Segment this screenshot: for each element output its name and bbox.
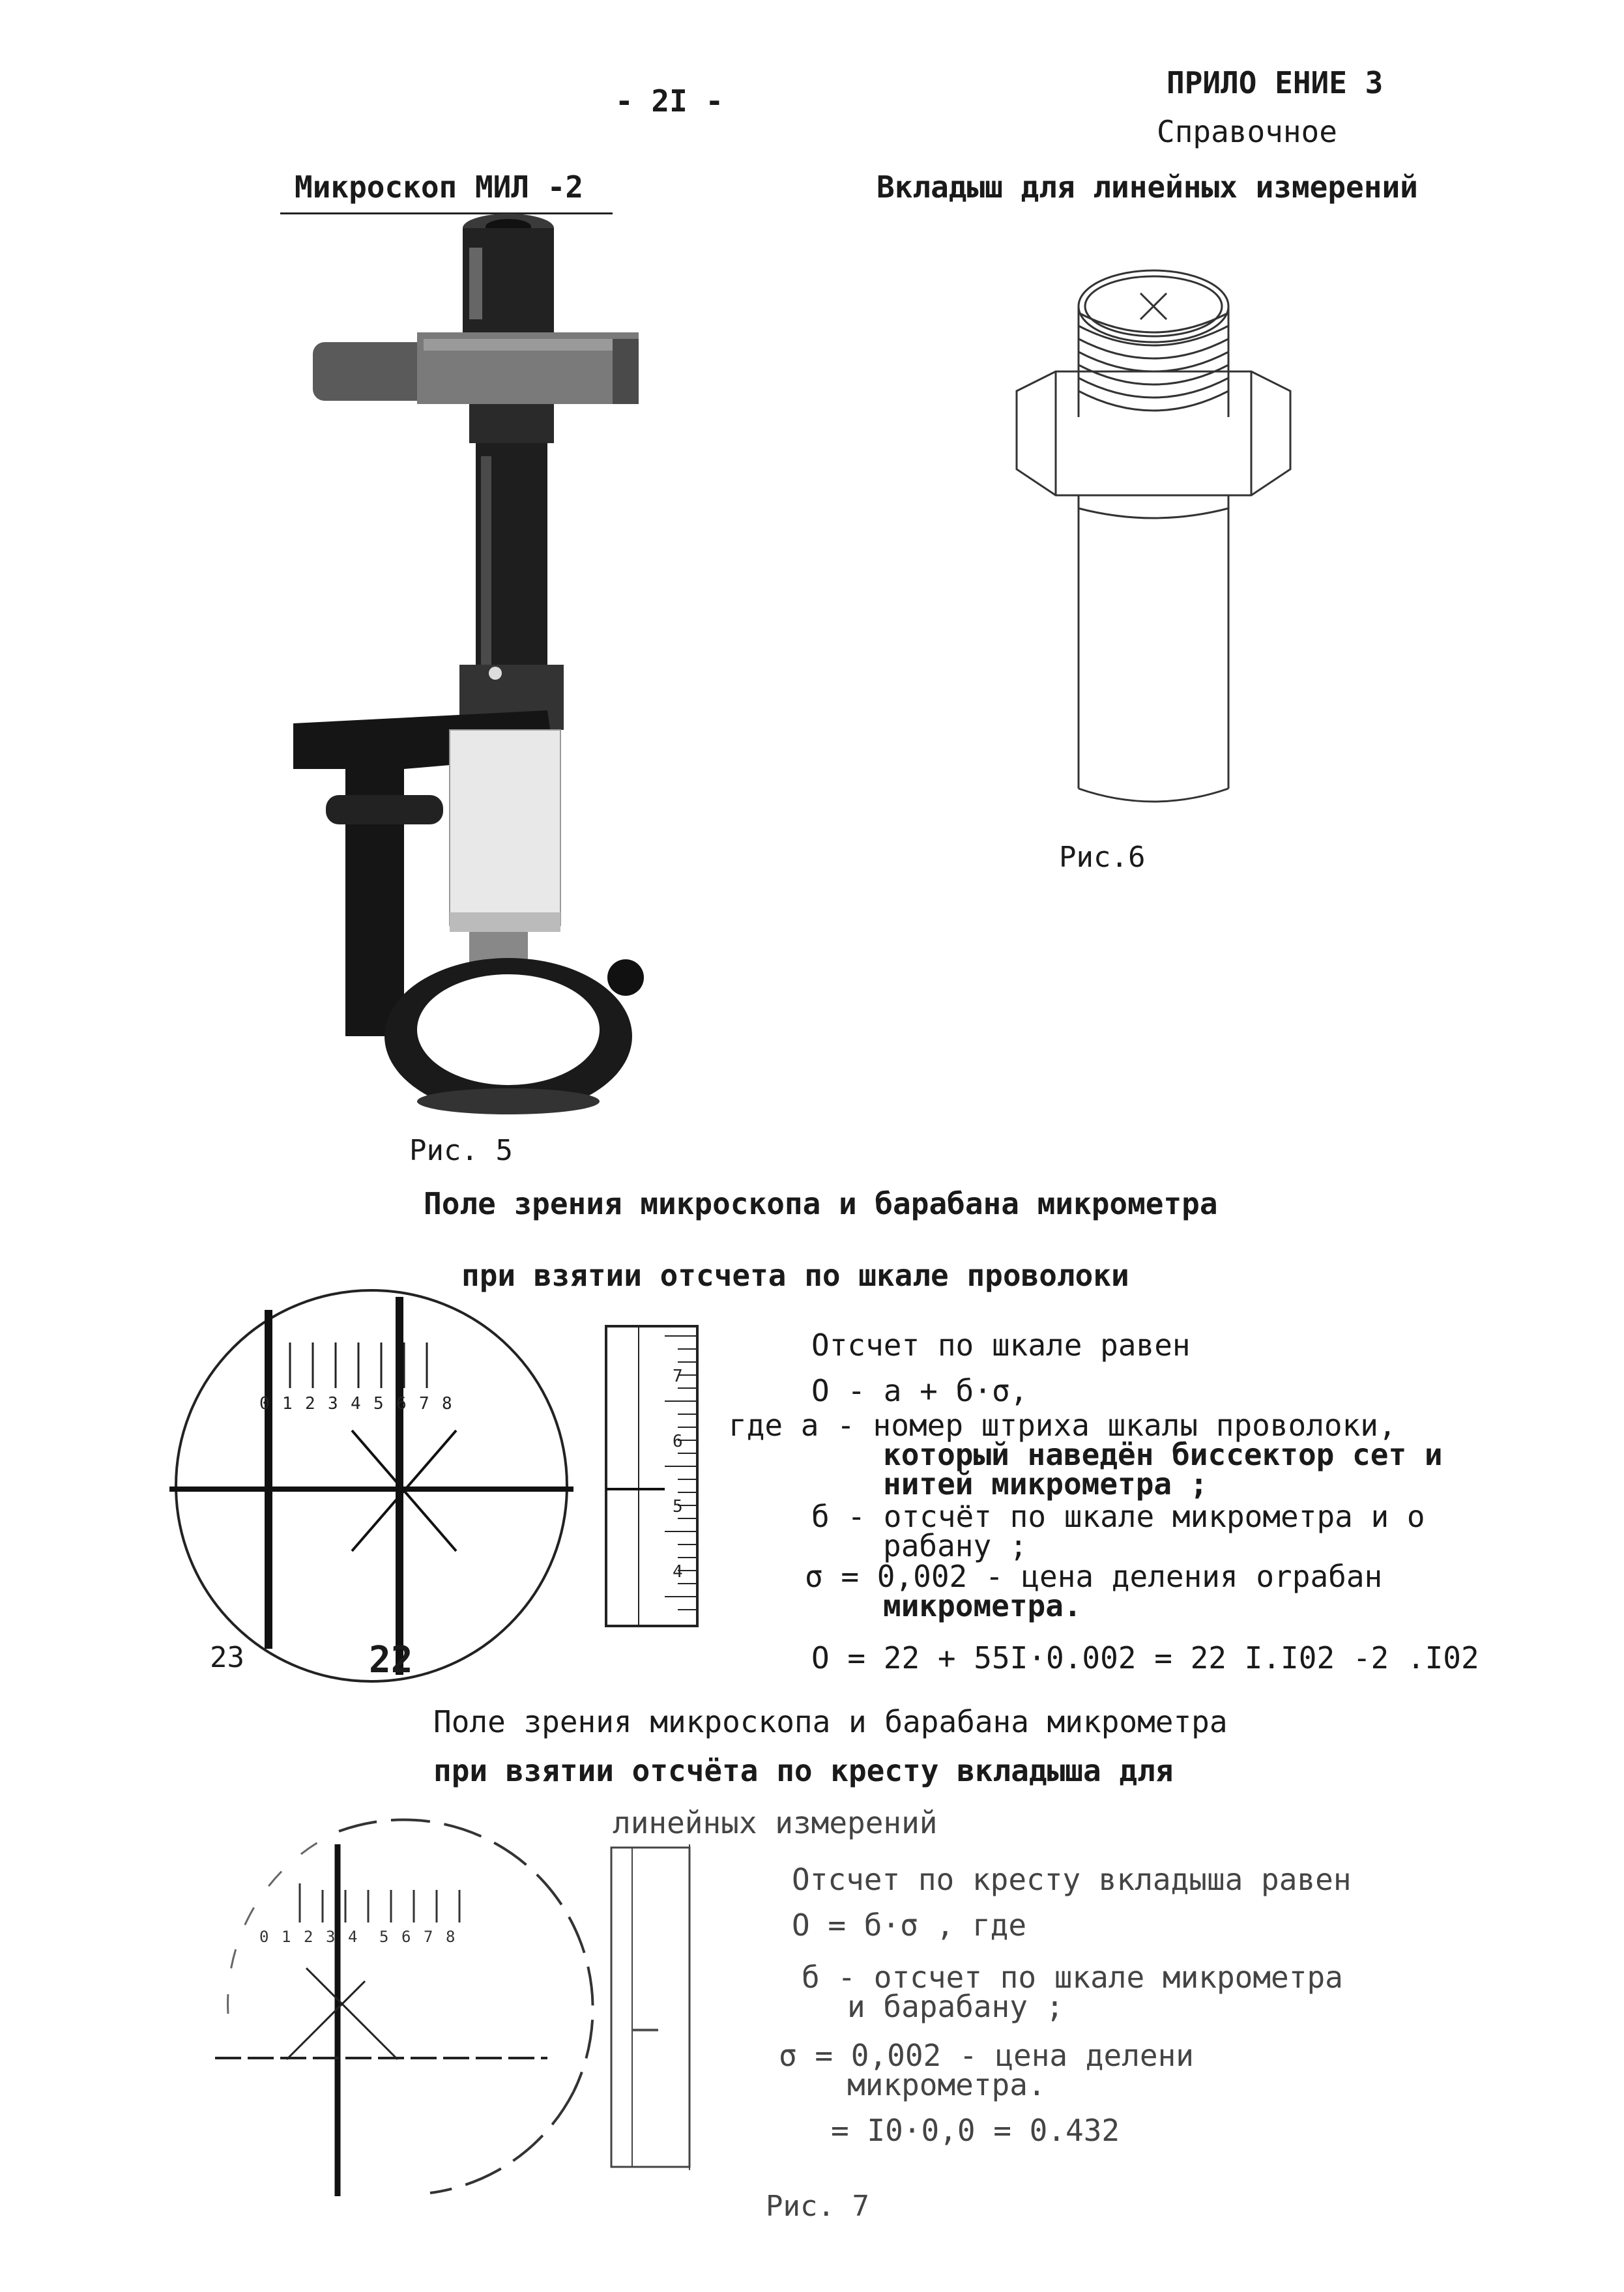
page-number: - 2I - xyxy=(615,83,724,119)
section2-where-b-2: и барабану ; xyxy=(847,1989,1064,2024)
section1-heading-1: Поле зрения микроскопа и барабана микрометра xyxy=(424,1186,1218,1221)
insert-drawing xyxy=(1004,261,1303,828)
scale-label: 8 xyxy=(442,1394,452,1414)
appendix-title: ПРИЛО ЕНИЕ 3 xyxy=(1167,65,1384,100)
microscope-photo xyxy=(274,209,678,1121)
section2-heading-1: Поле зрения микроскопа и барабана микрометра xyxy=(433,1704,1228,1739)
fig6-title: Вкладыш для линейных измерений xyxy=(877,169,1418,205)
scale-label: 5 xyxy=(373,1394,384,1414)
section2-formula: О = б·σ , где xyxy=(792,1908,1027,1943)
section2-result: = I0·0,0 = 0.432 xyxy=(831,2113,1120,2148)
scale-label: 1 xyxy=(282,1394,293,1414)
section1-where-a-3: нитей микрометра ; xyxy=(883,1466,1208,1501)
scale-label: 0 xyxy=(259,1394,270,1414)
field-of-view-circle-1 xyxy=(156,1284,580,1688)
section1-intro: Отсчет по шкале равен xyxy=(811,1327,1191,1363)
section1-where-a-1: где а - номер штриха шкалы проволоки, xyxy=(729,1408,1397,1443)
section1-where-sigma-2: микрометра. xyxy=(883,1588,1082,1623)
drum-label: 4 xyxy=(673,1562,683,1582)
scale-label: 8 xyxy=(446,1928,456,1946)
scale-label: 3 xyxy=(328,1394,338,1414)
section1-where-b-2: рабану ; xyxy=(883,1528,1028,1563)
scale-label: 0 xyxy=(259,1928,269,1946)
scale-label: 3 xyxy=(326,1928,336,1946)
drum-label: 5 xyxy=(673,1497,683,1516)
fig5-title: Микроскоп МИЛ -2 xyxy=(295,169,584,205)
section1-formula: О - а + б·σ, xyxy=(811,1373,1028,1408)
section1-result: О = 22 + 55I·0.002 = 22 I.I02 -2 .I02 xyxy=(811,1640,1479,1675)
scale-label: 2 xyxy=(305,1394,315,1414)
fig7-caption: Рис. 7 xyxy=(766,2190,869,2223)
scale-label: 5 xyxy=(379,1928,389,1946)
appendix-type: Справочное xyxy=(1157,114,1337,149)
scale-label: 4 xyxy=(351,1394,361,1414)
scale-label: 7 xyxy=(419,1394,429,1414)
drum-label: 7 xyxy=(673,1367,683,1386)
micrometer-drum-1 xyxy=(600,1323,704,1629)
circle1-label-left: 23 xyxy=(210,1641,244,1674)
section1-where-b-1: б - отсчёт по шкале микрометра и о xyxy=(811,1499,1425,1534)
scale-label: 1 xyxy=(282,1928,291,1946)
section1-where-sigma-1: σ = 0,002 - цена деления оrрабан xyxy=(805,1559,1383,1594)
drum-label: 6 xyxy=(673,1432,683,1451)
section2-where-sigma-2: микрометра. xyxy=(847,2067,1046,2102)
scale-label: 2 xyxy=(304,1928,313,1946)
section2-intro: Отсчет по кресту вкладыша равен xyxy=(792,1862,1352,1897)
section1-where-a-2: который наведён биссектор сет и xyxy=(883,1437,1443,1472)
section1-heading-2: при взятии отсчета по шкале проволоки xyxy=(461,1258,1129,1293)
fig6-caption: Рис.6 xyxy=(1059,841,1146,874)
section2-where-b-1: б - отсчет по шкале микрометра xyxy=(802,1960,1343,1995)
section2-where-sigma-1: σ = 0,002 - цена делени xyxy=(779,2038,1194,2073)
fig5-caption: Рис. 5 xyxy=(409,1134,513,1167)
section2-heading-3: линейных измерений xyxy=(613,1805,938,1840)
scale-label: 7 xyxy=(424,1928,433,1946)
scale-label: 6 xyxy=(396,1394,407,1414)
scale-label: 4 xyxy=(348,1928,358,1946)
circle1-label-right: 22 xyxy=(369,1639,413,1681)
field-of-view-circle-2 xyxy=(209,1818,600,2209)
micrometer-drum-2 xyxy=(606,1844,704,2170)
section2-heading-2: при взятии отсчёта по кресту вкладыша для xyxy=(433,1753,1174,1788)
scale-label: 6 xyxy=(401,1928,411,1946)
